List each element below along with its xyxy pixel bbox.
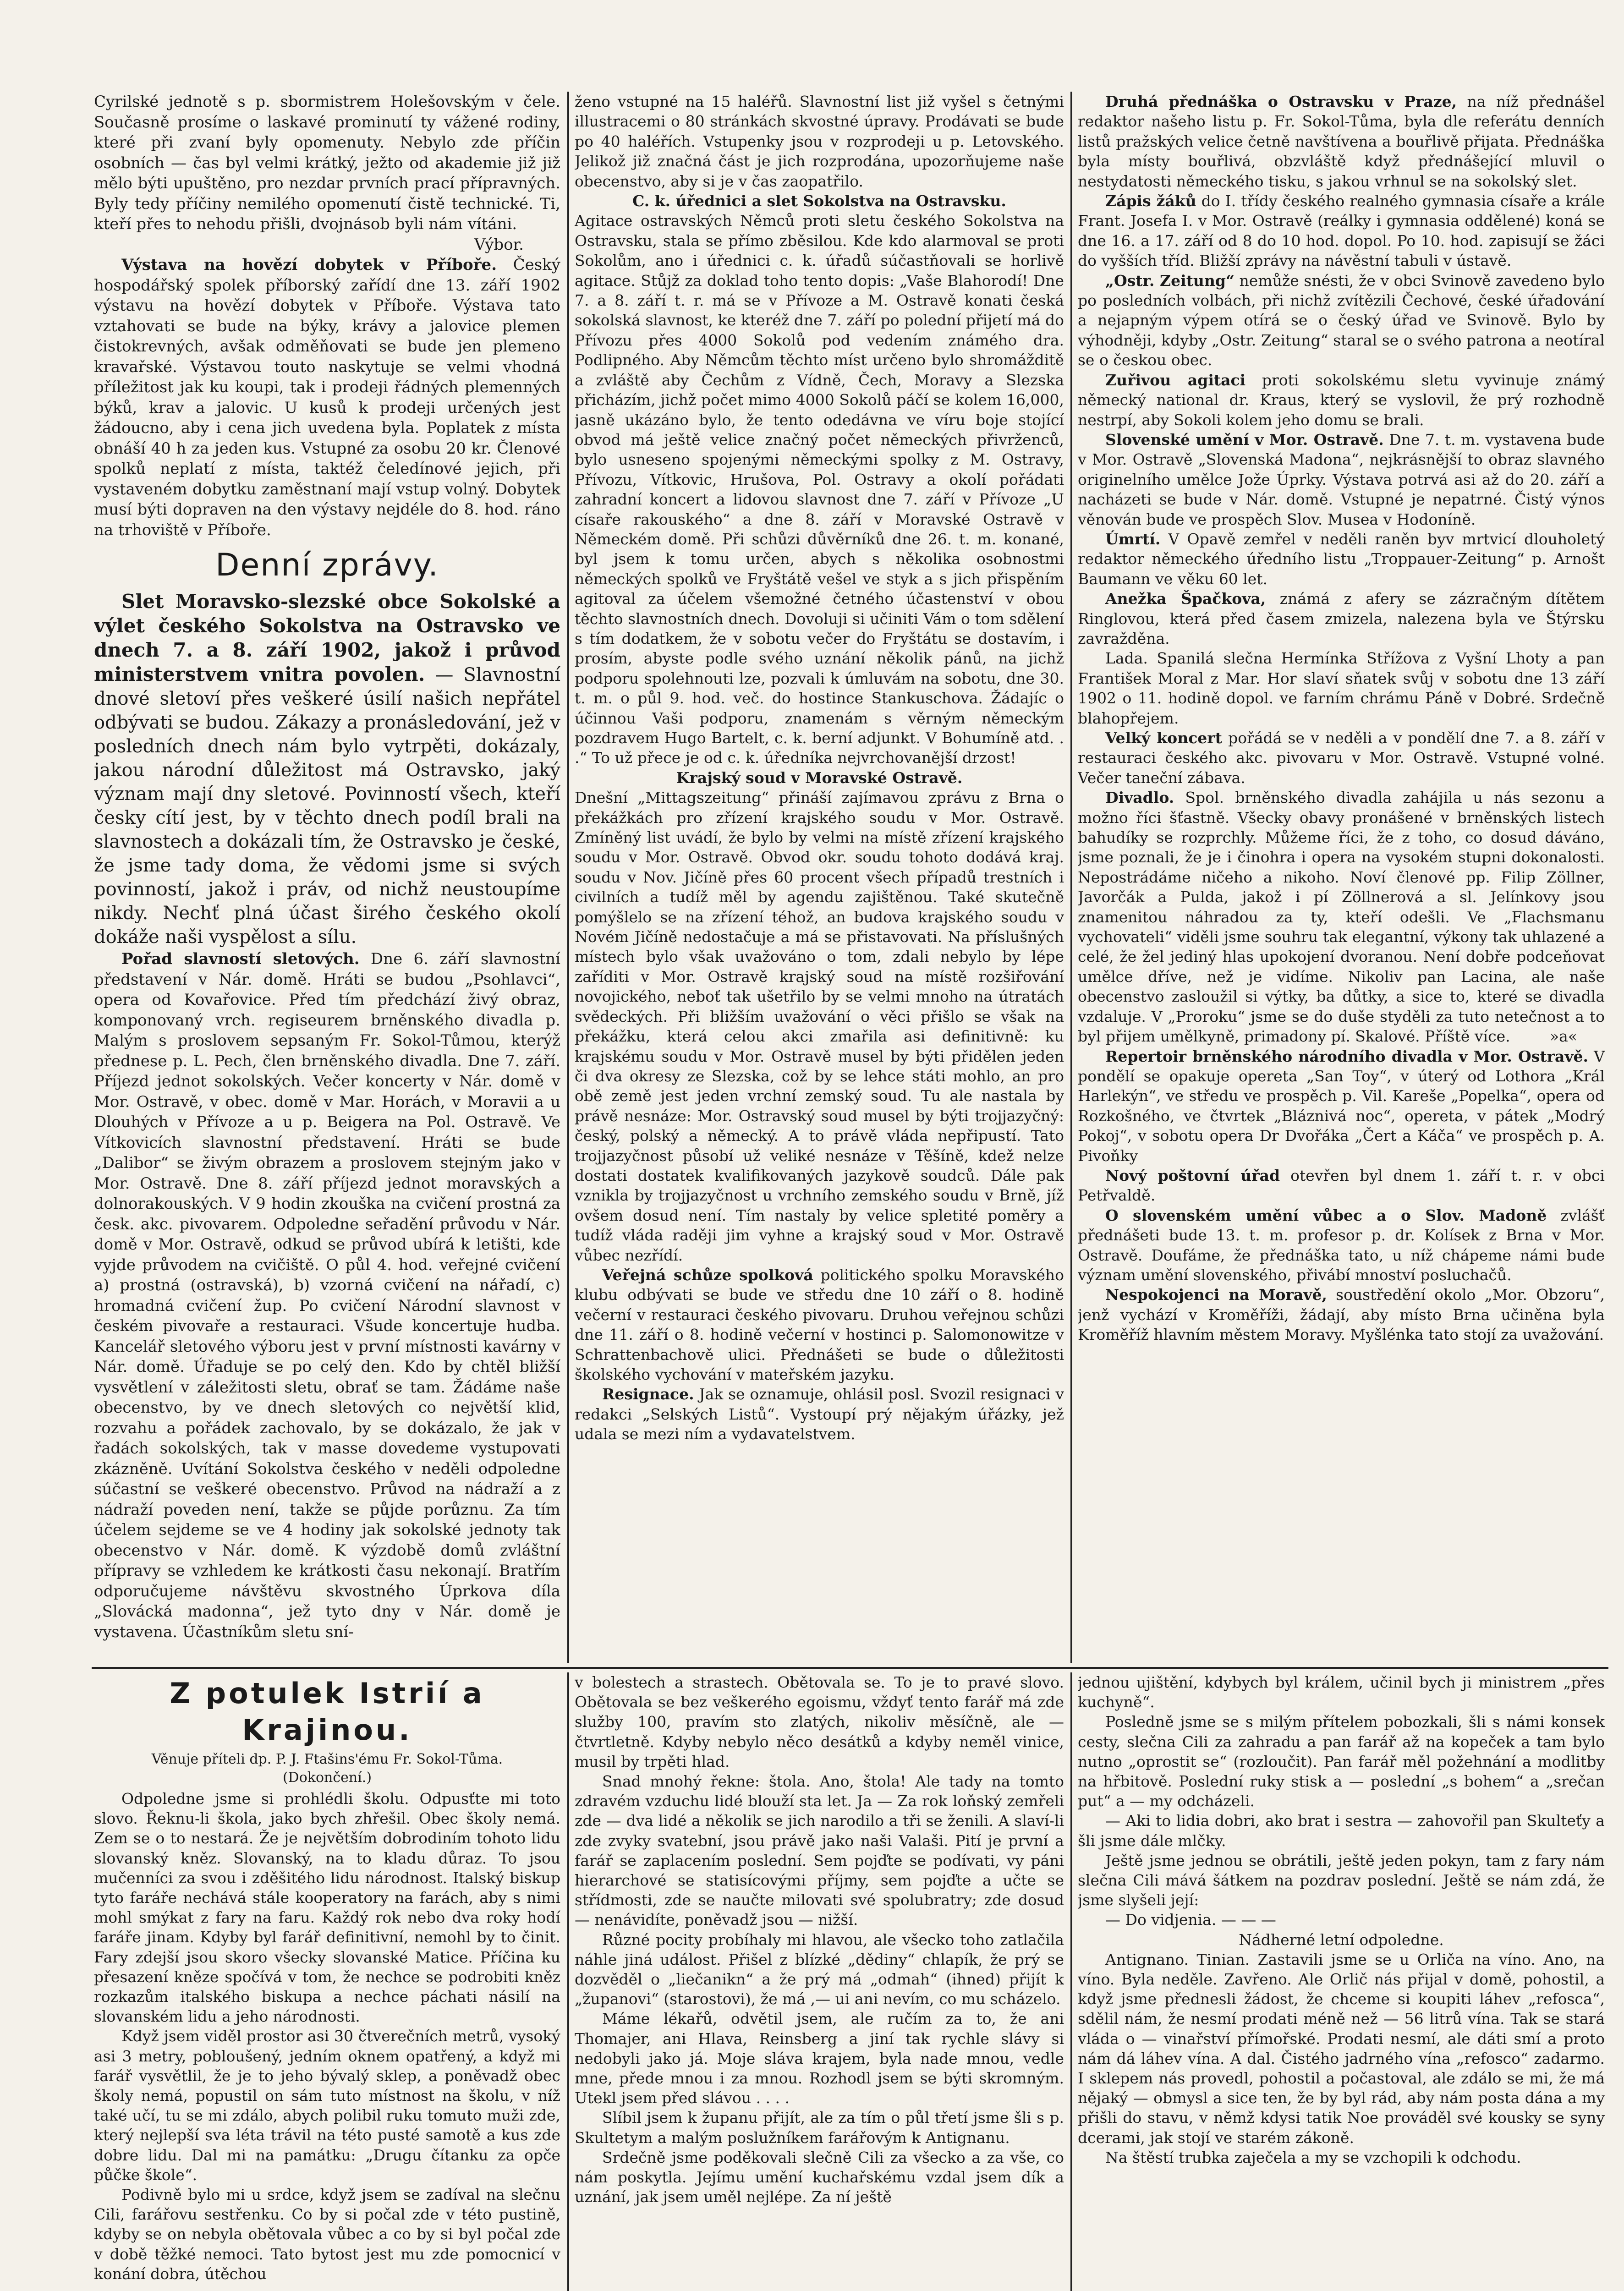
paragraph: Ještě jsme jednou se obrátili, ještě jeden pokyn, tam z fary nám slečna Cili mává šátkem na pozdrav poslední. Ještě se nám zdá, že jsme slyšeli její: bbox=[1078, 1851, 1605, 1909]
article-body: V pondělí se opakuje opereta „San Toy“, v úterý od Lothora „Král Harlekýn“, ve středu ve prospěch p. Vil. Kareše „Popelka“, opera od Rozkošného, ve čtvrtek „Bláznivá noc“, opereta, v pátek „Modrý Pokoj“, v sobotu opera Dr Dvořáka „Čert a Káča“ ve prospěch p. A. Pivoňky bbox=[1078, 1047, 1605, 1165]
feuilleton-title: Z potulek Istrií a Krajinou. bbox=[170, 1677, 485, 1747]
column-1 bbox=[94, 92, 560, 1663]
column-rule bbox=[1070, 1672, 1072, 2291]
column-rule bbox=[1070, 92, 1072, 1663]
paragraph: Posledně jsme se s milým přítelem pobozkali, šli s námi konsek cesty, slečna Cili za zahradu a pan farář až na kopeček a tam bylo nutno „oprostit se“ (rozloučit). Pan farář měl požehnání a modlitby na hřbitově. Poslední ruky stisk a — poslední „s bohem“ a „srečan put“ a — my odcházeli. bbox=[1078, 1713, 1605, 1810]
paragraph: — Aki to lidia dobri, ako brat i sestra — zahovořil pan Skulteťy a šli jsme dále mlčky. bbox=[1078, 1812, 1605, 1850]
article-heading: Úmrtí. bbox=[1105, 530, 1161, 548]
signature: Výbor. bbox=[474, 235, 524, 254]
column-rule bbox=[567, 92, 569, 1663]
article-porad bbox=[94, 949, 560, 1642]
feuilleton-rule bbox=[92, 1667, 1608, 1669]
article-body: pořádá se v neděli a v pondělí dne 7. a 8. září v restauraci českého akc. pivovaru v Mor. Ostravě. Vstupné volné. Večer taneční zábava. bbox=[1078, 729, 1605, 787]
article-heading: Nový poštovní úřad bbox=[1105, 1166, 1280, 1184]
article-heading: „Ostr. Zeitung“ bbox=[1105, 271, 1234, 290]
article-umrti bbox=[1078, 529, 1605, 589]
paragraph: Nádherné letní odpoledne. bbox=[1239, 1930, 1444, 1949]
feuilleton-dedication: Věnuje příteli dp. P. J. Ftašins'ému Fr. Sokol-Tůma. bbox=[151, 1751, 503, 1767]
article-heading: Slovenské umění v Mor. Ostravě. bbox=[1105, 430, 1384, 449]
paragraph: Antignano. Tinian. Zastavili jsme se u Orliča na víno. Ano, na víno. Byla neděle. Zavřeno. Ale Orlič nás přijal v domě, pohostil, a když jsme přednesli žádost, že chceme si koupiti láhev „refosca“, sdělil nám, že nesmí prodati méně než — 56 litrů vína. Tak se stará vláda o — vinařství přímořské. Prodati nesmí, ale dáti smí a proto nám dá láhev vína. A dal. Čistého jadrného vína „refosco“ zadarmo. I sklepem nás provedl, pohostil a počastoval, ale zdálo se mi, že má nějaký — obmysl a sice ten, že by byl rád, aby nám posta dána a my přišli do stavu, v němž kdysi tatik Noe prováděl své kousky se syny dcerami, jak stojí ve starém zákoně. bbox=[1078, 1950, 1605, 2147]
article-slov-umeni bbox=[1078, 430, 1605, 529]
article-heading: Nespokojenci na Moravě, bbox=[1105, 1286, 1327, 1304]
feuilleton-continued: (Dokončení.) bbox=[282, 1770, 372, 1786]
article-divadlo bbox=[1078, 788, 1605, 1046]
article-vystava bbox=[94, 255, 560, 540]
article-postovni bbox=[1078, 1166, 1605, 1206]
article-heading: O slovenském umění vůbec a o Slov. Madoně bbox=[1105, 1206, 1547, 1224]
article-body: do I. třídy českého realného gymnasia císaře a krále Frant. Josefa I. v Mor. Ostravě (reálky i gymnasia oddělené) koná se dne 16. a 17. září od 8 do 10 hod. dopol. Po 10. hod. zapisují se žáci do vyšších tříd. Bližší zprávy na návěstní tabuli v ústavě. bbox=[1078, 192, 1605, 270]
article-body: Dne 6. září slavnostní představení v Nár. domě. Hráti se budou „Psohlavci“, opera od Kovařovice. Před tím předchází živý obraz, komponovaný vrch. regiseurem brněnského divadla p. Malým s proslovem sepsaným Fr. Sokol-Tůmou, kterýž přednese p. L. Pech, člen brněnského divadla. Dne 7. září. Příjezd jednot sokolských. Večer koncerty v Nár. domě v Mor. Ostravě, v obec. domě v Mar. Horách, v Moravii a u Dlouhých v Přívoze a u p. Beigera na Pol. Ostravě. Ve Vítkovicích slavnostní představení. Hráti se bude „Dalibor“ se živým obrazem a proslovem stejným jako v Mor. Ostravě. Dne 8. září příjezd jednot moravských a dolnorakouských. V 9 hodin zkouška na cvičení prostná za česk. akc. pivovarem. Odpoledne seřadění průvodu v Nár. domě v Mor. Ostravě, odkud se průvod ubírá k letišti, kde vyjde průvodem na cvičiště. O půl 4. hod. veřejné cvičení a) prostná (ostravská), b) vzorná cvičení na nářadí, c) hromadná cvičení žup. Po cvičení Národní slavnost v českém pivovaře a restauraci. Všude koncertuje hudba. Kancelář sletového výboru jest v první místnosti kavárny v Nár. domě. Úřaduje se po celý den. Kdo by chtěl bližší vysvětlení v záležitosti sletu, obrať se tam. Žádáme naše obecenstvo, by ve dnech sletových co největší klid, rozvahu a pořádek zachovalo, by se dokázalo, že jak v řadách sokolských, tak v masse dovedeme vystupovati zkázněně. Uvítání Sokolstva českého v neděli odpoledne súčastní se veškeré obecenstvo. Průvod na nádraží a z nádraží poveden není, takže se půjde porůznu. Za tím účelem sejdeme se ve 4 hodiny jak sokolské jednoty tak obecenstvo v Nár. domě. K výzdobě domů zvláštní přípravy se vzhledem ke krátkosti času nekonají. Bratřím odporučujeme návštěvu skvostného Úprkova díla „Slovácká madonna“, jež tyto dny v Nár. domě je vystavena. Účastníkům sletu sní- bbox=[94, 950, 560, 1641]
paragraph: Cyrilské jednotě s p. sbormistrem Holešovským v čele. Současně prosíme o laskavé prominutí ty vážené rodiny, které při zvaní byly opomenuty. Nebylo zde příčin osobních — čas byl velmi krátký, ježto od akademie již již mělo býti upuštěno, pro nezdar prvních prací přípravných. Byly tedy příčiny nemilého opomenutí čistě technické. Ti, kteří přes to nehodu přišli, dvojnásob byli nám vítáni. bbox=[94, 93, 560, 233]
article-body: známá z afery se zázračným dítětem Ringlovou, která před časem zmizela, nalezena byla ve Štýrsku zavražděna. bbox=[1078, 590, 1605, 647]
paragraph: Na štěstí trubka zaječela a my se vzchopili k odchodu. bbox=[1105, 2148, 1521, 2166]
article-heading: Zápis žáků bbox=[1105, 192, 1196, 210]
article-body: Jak se oznamuje, ohlásil posl. Svozil resignaci v redakci „Selských Listů“. Vystoupí prý nějakým úřázky, jež udala se mezi ním a vydavatelstvem. bbox=[575, 1385, 1064, 1443]
article-koncert bbox=[1078, 728, 1605, 788]
article-body: Dnešní „Mittagszeitung“ přináší zajímavou zprávu z Brna o překážkách pro zřízení krajského soudu v Mor. Ostravě. Zmíněný list uvádí, že bylo by velmi na místě zřízení krajského soudu v Mor. Ostravě. Obvod okr. soudu tohoto dodává kraj. soudu v Nov. Jičíně přes 60 procent všech případů trestních i civilních a tudíž měl by agendu zajištěnou. Také skutečně pomýšlelo se na zřízení téhož, an budova krajského soudu v Novém Jičíně nedostačuje a má se přistavovati. Na příslušných místech bylo však uvažováno o tom, zdali nebylo by lépe zaříditi v Mor. Ostravě krajský soud na místě rozšiřování novojického, neboť tak ušetřilo by se velmi mnoho na útratách svědeckých. Při bližším uvažování o věci přišlo se však na překážku, která celou akci zmařila asi definitivně: ku krajskému soudu v Mor. Ostravě musel by býti přidělen jeden či dva okresy ze Slezska, což by se lehce státi mohlo, an pro obě země jest jeden vrchní zemský soud. Tu ale nastala by právě nesnáze: Mor. Ostravský soud musel by býti trojjazyčný: český, polský a německý. A to právě vláda nepřipustí. Tato trojjazyčnost působí už veliké nesnáze v Těšíně, kdež nelze dostati dostatek kvalifikovaných jazykově soudců. Dále pak vznikla by trojjazyčnost u vrchního zemského soudu v Brně, jíž ovšem dosud není. Tím nastaly by velice spletité poměry a tudíž vláda raději jim vyhne a krajský soud v Mor. Ostravě vůbec nezřídí. bbox=[575, 789, 1064, 1264]
article-body: otevřen byl dnem 1. září t. r. v obci Petřvaldě. bbox=[1078, 1166, 1605, 1205]
paragraph: ženo vstupné na 15 haléřů. Slavnostní list již vyšel s četnými illustracemi o 80 stránkách skvostné úpravy. Prodávati se bude po 40 haléřích. Vstupenky jsou v rozprodeji u p. Letovského. Jelikož již značná část je jich rozprodána, upozorňujeme naše obecenstvo, aby si je v čas zaopatřilo. bbox=[575, 93, 1064, 190]
article-zapis bbox=[1078, 191, 1605, 271]
article-zeitung bbox=[1078, 271, 1605, 370]
article-body: Agitace ostravských Němců proti sletu českého Sokolstva na Ostravsku, stala se přímo zběsilou. Kde kdo alarmoval se proti Sokolům, ano i úřednici c. k. úřadů súčastňovali se horlivě agitace. Stůjž za doklad toho tento dopis: „Vaše Blahorodí! Dne 7. a 8. září t. r. má se v Přívoze a M. Ostravě konati česká sokolská slavnost, ke kteréž dne 7. září po polední přijetí má do Přívozu přes 4000 Sokolů pod vedením známého dra. Podlipného. Aby Němcům těchto míst určeno bylo shromážditě a zvláště aby Čechům z Vídně, Čech, Moravy a Slezska přicházím, jichž počet mimo 4000 Sokolů páčí se kolem 16,000, jasně ukázáno bylo, že tento odedávna ve víru boje stojící obvod má ještě velice značný počet německých přivrženců, bylo usneseno spojenými německými spolky z M. Ostravy, Přívozu, Vítkovic, Hrušova, Pol. Ostravy a okolí pořádati zahradní koncert a lidovou slavnost dne 7. září v Přívoze „U císaře rakouského“ a dne 8. září v Moravské Ostravě v Německém domě. Při schůzi důvěrníků dne 26. t. m. konané, byl jsem k tomu určen, abych s několika osobnostmi německých spolků ve Fryštátě vešel ve styk a s jich přispěním agitoval za účelem všemožné četného účastenství v obou těchto slavnostních dnech. Dovoluji si učiniti Vám o tom sdělení s tím dodatkem, že v sobotu večer do Fryštátu se dostavím, i prosím, abyste podle svého uznání několik pánů, na jichž podporu spolehnouti lze, pozvali k úmluvám na sobotu, dne 30. t. m. o půl 9. hod. več. do hostince Stankuschova. Žádajíc o účinnou Vaši podporu, znamenám s věrným německým pozdravem Hugo Bartelt, c. k. berní adjunkt. V Bohumíně atd. . .“ To už přece je od c. k. úředníka nejvrchovanější drzost! bbox=[575, 212, 1064, 767]
article-slet bbox=[94, 590, 560, 949]
article-heading: Divadlo. bbox=[1105, 789, 1174, 807]
paragraph: Odpoledne jsme si prohlédli školu. Odpusťte mi toto slovo. Řeknu-li škola, jako bych zhřešil. Obec školy nemá. Zem se o to nestará. Že je největším dobrodiním tohoto lidu slovanský kněz. Slovanský, na to kladu důraz. To jsou mučenníci za svou i zděšitého lidu národnost. Italský biskup tyto faráře nechává stále kooperatory na farách, aby s nimi mohl smýkat z fary na faru. Každý rok nebo dva roky hodí faráře jinam. Kdyby byl farář definitivní, nemohl by to činit. Fary zdejší jsou skoro všecky slovanské Matice. Příčina ku přesazení kněze spočívá v tom, že nechce se podrobiti kněz rozkazům italského biskupa a nechce páchati násilí na slovanském lidu a jeho národnosti. bbox=[94, 1790, 560, 2026]
article-heading: Zuřivou agitaci bbox=[1105, 371, 1246, 389]
article-body: nemůže snésti, že v obci Svinově zavedeno bylo po posledních volbách, při nichž zvítězili Čechové, české úřadování a nejapným výpem otírá se o český úřad ve Svinově. Bylo by výhodněji, kdyby „Ostr. Zeitung“ staral se o svého patrona a neotíral se o českou obec. bbox=[1078, 271, 1605, 369]
article-slov-madone bbox=[1078, 1206, 1605, 1285]
article-body: politického spolku Moravského klubu odbývati se bude ve středu dne 10 září o 8. hodině večerní v restauraci českého pivovaru. Druhou veřejnou schůzi dne 11. září o 8. hodině večerní v hostinci p. Salomonowitze v Schrattenbachově ulici. Přednášeti se bude o důležitosti školského vychování v mateřském jazyku. bbox=[575, 1266, 1064, 1383]
article-body: Dne 7. t. m. vystavena bude v Mor. Ostravě „Slovenská Madona“, nejkrásnější to obraz slavného originelního umělce Jože Úprky. Výstava potrvá asi až do 20. září a nacházeti se bude v Nár. domě. Vstupné je nepatrné. Čistý výnos věnován bude ve prospěch Slov. Musea v Hodoníně. bbox=[1078, 430, 1605, 528]
paragraph: jednou ujištění, kdybych byl králem, učinil bych ji ministrem „přes kuchyně“. bbox=[1078, 1673, 1605, 1711]
article-heading: Veřejná schůze spolková bbox=[602, 1266, 813, 1284]
article-body: V Opavě zemřel v neděli raněn byv mrtvicí dlouholetý redaktor německého úředního listu „Troppauer-Zeitung“ p. Arnošt Baumann ve věku 60 let. bbox=[1078, 530, 1605, 588]
article-heading: Resignace. bbox=[602, 1385, 694, 1403]
feuilleton-column-1 bbox=[94, 1672, 560, 2291]
article-anezka bbox=[1078, 589, 1605, 648]
article-heading: Výstava na hovězí dobytek v Příboře. bbox=[121, 256, 497, 274]
article-heading: Anežka Špačkova, bbox=[1105, 590, 1266, 608]
article-repertoir bbox=[1078, 1047, 1605, 1166]
paragraph: v bolestech a strastech. Obětovala se. To je to pravé slovo. Obětovala se bez veškerého egoismu, vždyť tento farář má zde služby 100, pravím sto zlatých, nikoliv měsíčně, ale — čtvrtletně. Kdyby nebylo něco desátků a kdyby neměl vinice, musil by trpěti hlad. bbox=[575, 1673, 1064, 1770]
article-heading: Druhá přednáška o Ostravsku v Praze, bbox=[1105, 93, 1457, 110]
column-rule bbox=[567, 1672, 569, 2291]
article-heading bbox=[575, 191, 1064, 211]
article-heading-text: C. k. úřednici a slet Sokolstva na Ostravsku. bbox=[632, 192, 1006, 210]
feuilleton-column-3 bbox=[1078, 1672, 1605, 2291]
article-resignace bbox=[575, 1384, 1064, 1444]
paragraph: Když jsem viděl prostor asi 30 čtverečních metrů, vysoký asi 3 metry, pobloušený, jedním oknem opatřený, a když mi farář vysvětlil, že je to jeho bývalý sklep, a poněvadž obec školy nemá, popustil on sám tuto místnost na školu, v níž také učí, tu se mi zdálo, abych polibil ruku tomuto muži zde, který nejlepší sva léta trávil na této pusté samotě a kus zde dobre lidu. Dal mi na památku: „Drugu čítanku za opče půčke škole“. bbox=[94, 2027, 560, 2184]
article-nespokojenci bbox=[1078, 1285, 1605, 1344]
signature: »a« bbox=[1549, 1027, 1577, 1046]
section-title: Denní zprávy. bbox=[215, 547, 439, 583]
paragraph: — Do vidjenia. — — — bbox=[1105, 1911, 1276, 1929]
paragraph: Slíbil jsem k županu přijít, ale za tím o půl třetí jsme šli s p. Skultetym a malým poslužníkem farářovým k Antignanu. bbox=[575, 2109, 1064, 2147]
article-body: zvlášť přednášeti bude 13. t. m. profesor p. dr. Kolísek z Brna v Mor. Ostravě. Doufáme, že přednáška tato, u níž chápeme námi bude význam umění slovenského, přivábí mnoství posluchačů. bbox=[1078, 1206, 1605, 1284]
feuilleton-column-2 bbox=[575, 1672, 1064, 2291]
article-heading-text: Krajský soud v Moravské Ostravě. bbox=[676, 768, 963, 787]
column-3 bbox=[1078, 92, 1605, 1663]
article-body: — Slavnostní dnové sletoví přes veškeré úsilí našich nepřátel odbývati se budou. Zákazy a pronásledování, jež v posledních dnech nám bylo vytrpěti, dokázaly, jakou národní důležitost má Ostravsko, jaký význam mají dny sletové. Povinností všech, kteří česky cítí jest, by v těchto dnech podíl brali na slavnostech a dokázali tím, že Ostravsko je české, že jsme tady doma, že vědomi jsme si svých povinností, jakož i práv, od nichž neustoupíme nikdy. Nechť plná účast širého českého okolí dokáže naši vyspělost a sílu. bbox=[94, 664, 560, 948]
paragraph: Různé pocity probíhaly mi hlavou, ale všecko toho zatlačila náhle jiná událost. Přišel z blízké „dědiny“ chlapík, že prý se dozvěděl o „liečanikn“ a že prý má „odmah“ (ihned) přijít k „županovi“ (starostovi), že má ,— ui ani nevím, co mu scházelo. bbox=[575, 1930, 1064, 2008]
article-druha bbox=[1078, 92, 1605, 191]
article-body: na níž přednášel redaktor našeho listu p. Fr. Sokol-Tůma, byla dle referátu denních listů pražských velice četně navštívena a bouřlivě přijata. Přednáška byla místy bouřlivá, obzvláště když přednášející mluvil o nestydatosti německého tisku, s jakou vrhnul se na sokolský slet. bbox=[1078, 93, 1605, 190]
paragraph: Srdečně jsme poděkovali slečně Cili za všecko a za vše, co nám poskytla. Jejímu umění kuchařskému vzdal jsem dík a uznání, jak jsem uměl nejlépe. Za ní ještě bbox=[575, 2148, 1064, 2206]
paragraph: Máme lékařů, odvětil jsem, ale ručím za to, že ani Thomajer, ani Hlava, Reinsberg a jiní tak rychle slávy si nedobyli jako já. Moje sláva krajem, byla nade mnou, vedle mne, přede mnou i za mnou. Rozhodl jsem se býti skromným. Utekl jsem před slávou . . . . bbox=[575, 2010, 1064, 2107]
article-body: Spol. brněnského divadla zahájila u nás sezonu a možno říci šťastně. Všecky obavy pronášené v brněnských listech bahudíky se rozprchly. Můžeme říci, že z toho, co dosud dáváno, jsme poznali, že je i činohra i opera na vysokém stupni dokonalosti. Nepostrádáme ničeho a nikoho. Noví členové pp. Filip Zöllner, Javorčák a Pulda, jakož i pí Zöllnerová a sl. Jelínkovy jsou znamenitou náhradou za ty, kteří odešli. Ve „Flachsmanu vychovateli“ viděli jsme souhru tak elegantní, výkony tak uhlazené a celé, že žel jediný hlas upokojení dvoranou. Není dobře podceňovat umělce dříve, než je vidíme. Nikoliv pan Lacina, ale naše obecenstvo zasloužil si výtky, ba důtky, a sice to, které se divadla vzdaluje. V „Proroku“ jsme se do duše styděli za tuto netečnost a to byl přijem umělkyně, primadony pí. Skalové. Příště více. bbox=[1078, 789, 1605, 1046]
article-heading: Repertoir brněnského národního divadla v Mor. Ostravě. bbox=[1105, 1047, 1588, 1065]
article-lada: Lada. Spanilá slečna Hermínka Střížova z Vyšní Lhoty a pan František Moral z Mar. Hor slaví sňatek svůj v sobotu dne 13 září 1902 o 11. hodině dopol. ve farním chrámu Páně v Dobré. Srdečně blahopřejem. bbox=[1078, 649, 1605, 727]
article-verejna bbox=[575, 1265, 1064, 1384]
article-heading: Velký koncert bbox=[1105, 729, 1222, 747]
article-heading: Pořad slavností sletových. bbox=[121, 950, 360, 968]
article-heading bbox=[575, 768, 1064, 788]
article-zurivou bbox=[1078, 370, 1605, 430]
article-heading: Slet Moravsko-slezské obce Sokolské a výlet českého Sokolstva na Ostravsko ve dnech 7. a 8. září 1902, jakož i průvod ministerstvem vnitra povolen. bbox=[94, 590, 560, 685]
article-body: proti sokolskému sletu vyvinuje známý německý national dr. Kraus, který se vyslovil, že prý rozhodně nestrpí, aby Sokoli kolem jeho domu se brali. bbox=[1078, 371, 1605, 429]
paragraph: Snad mnohý řekne: štola. Ano, štola! Ale tady na tomto zdravém vzduchu lidé blouží sta let. Ja — Za rok loňský zemřeli zde — dva lidé a několik se jich narodilo a tři se ženili. A slaví-li zde zvyky svatební, jsou právě jako naši Valaši. Pití je první a farář se zaplacením poslední. Sem pojďte se podívati, vy páni hierarchové se statisícovými příjmy, sem pojďte a učte se střídmosti, zde se naučte milovati své spolubratry; zde dosud — nenávidíte, poněvadž jsou — nižší. bbox=[575, 1772, 1064, 1929]
paragraph: Podivně bylo mi u srdce, když jsem se zadíval na slečnu Cili, farářovu sestřenku. Co by si počal zde v této pustině, kdyby se on nebyla obětovala vůbec a co by si byl počal zde v době těžké nemoci. Tato bytost jest mu zde pomocnicí v konání dobra, útěchou bbox=[94, 2186, 560, 2283]
column-2 bbox=[575, 92, 1064, 1663]
article-body: Český hospodářský spolek příborský zařídí dne 13. září 1902 výstavu na hovězí dobytek v Příboře. Výstava tato vztahovati se bude na býky, krávy a jalovice plemen čistokrevných, avšak odměňovati se bude jen plemeno kravařské. Výstavou touto naskytuje se velmi vhodná příležitost jak ku koupi, tak i prodeji řádných plemenných býků, krav a jalovic. U kusů k prodeji určených jest žádoucno, aby i cena jich uvedena byla. Poplatek z místa obnáší 40 h za jeden kus. Vstupné za osobu 20 kr. Členové spolků neplatí z místa, taktéž čeledínové jejich, při vystaveném dobytku zaměstnaní mají vstup volný. Dobytek musí býti dopraven na den výstavy nejdéle do 8. hod. ráno na trhoviště v Příboře. bbox=[94, 256, 560, 539]
article-body: soustředění okolo „Mor. Obzoru“, jenž vychází v Kroměříži, žádají, aby místo Brna učiněna byla Kroměříž hlavním městem Moravy. Myšlénka tato stojí za uvažování. bbox=[1078, 1286, 1605, 1344]
